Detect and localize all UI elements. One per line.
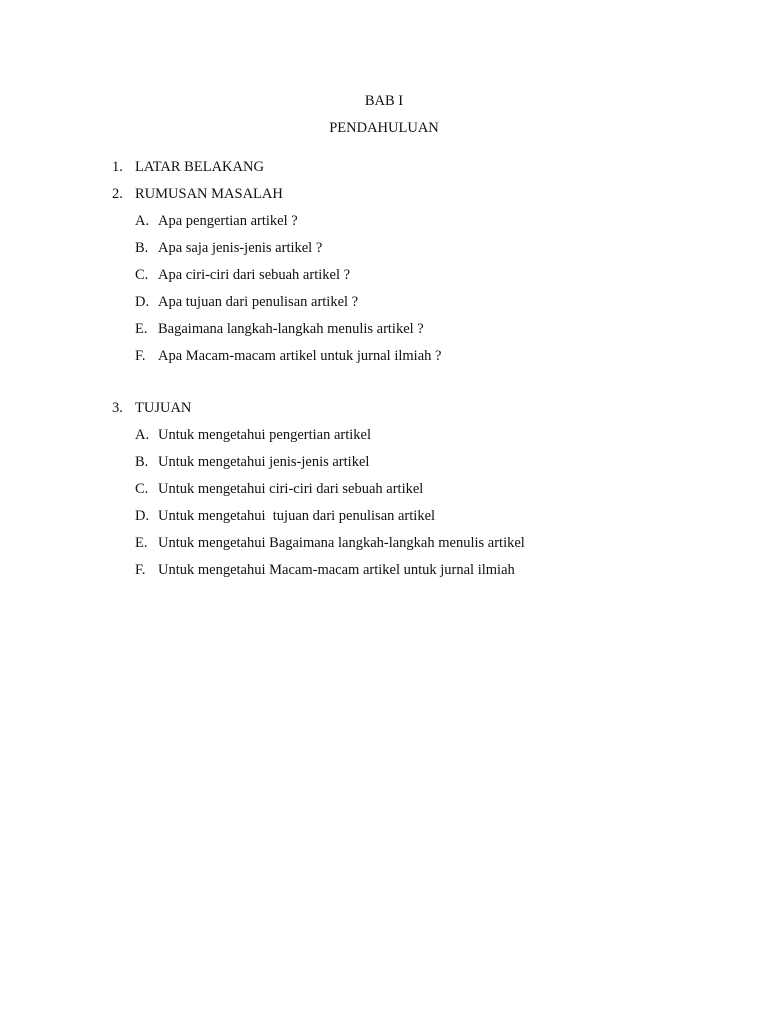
chapter-heading: BAB I (364, 93, 404, 109)
item-text: Apa ciri-ciri dari sebuah artikel ? (158, 267, 351, 283)
section-heading (112, 185, 732, 212)
item-letter: D. (135, 508, 150, 524)
list-item (135, 426, 732, 453)
item-text: Untuk mengetahui Macam-macam artikel untuk jurnal ilmiah (158, 562, 515, 578)
section-rumusan-masalah (112, 185, 732, 374)
item-text: Untuk mengetahui jenis-jenis artikel (158, 454, 370, 470)
section-title: TUJUAN (135, 400, 192, 416)
list-item (135, 212, 732, 239)
item-text: Apa Macam-macam artikel untuk jurnal ilmiah ? (158, 348, 442, 364)
item-letter: C. (135, 481, 149, 497)
item-letter: F. (135, 562, 146, 578)
list-item (135, 239, 732, 266)
item-letter: B. (135, 454, 149, 470)
item-letter: E. (135, 321, 148, 337)
list-item (135, 347, 732, 374)
item-text: Bagaimana langkah-langkah menulis artikel ? (158, 321, 424, 337)
section-number: 1. (112, 159, 123, 175)
item-text: Untuk mengetahui tujuan dari penulisan artikel (158, 508, 436, 524)
item-text: Apa saja jenis-jenis artikel ? (158, 240, 323, 256)
section-number: 3. (112, 400, 123, 416)
item-letter: A. (135, 213, 150, 229)
item-letter: D. (135, 294, 150, 310)
list-item (135, 534, 732, 561)
section-title: LATAR BELAKANG (135, 159, 264, 175)
section-latar-belakang (112, 158, 732, 185)
section-tujuan (112, 399, 732, 588)
list-item (135, 480, 732, 507)
list-item (135, 320, 732, 347)
section-heading (112, 399, 732, 426)
list-item (135, 507, 732, 534)
item-text: Untuk mengetahui Bagaimana langkah-langkah menulis artikel (158, 535, 525, 551)
item-text: Untuk mengetahui pengertian artikel (158, 427, 371, 443)
section-heading (112, 158, 732, 185)
section-title: RUMUSAN MASALAH (135, 186, 283, 202)
item-letter: C. (135, 267, 149, 283)
item-letter: F. (135, 348, 146, 364)
chapter-title: PENDAHULUAN (329, 120, 439, 136)
list-item (135, 561, 732, 588)
list-item (135, 266, 732, 293)
item-letter: B. (135, 240, 149, 256)
list-item (135, 453, 732, 480)
item-text: Apa pengertian artikel ? (158, 213, 298, 229)
item-text: Apa tujuan dari penulisan artikel ? (158, 294, 359, 310)
section-number: 2. (112, 186, 123, 202)
list-item (135, 293, 732, 320)
item-letter: A. (135, 427, 150, 443)
item-text: Untuk mengetahui ciri-ciri dari sebuah artikel (158, 481, 424, 497)
item-letter: E. (135, 535, 148, 551)
